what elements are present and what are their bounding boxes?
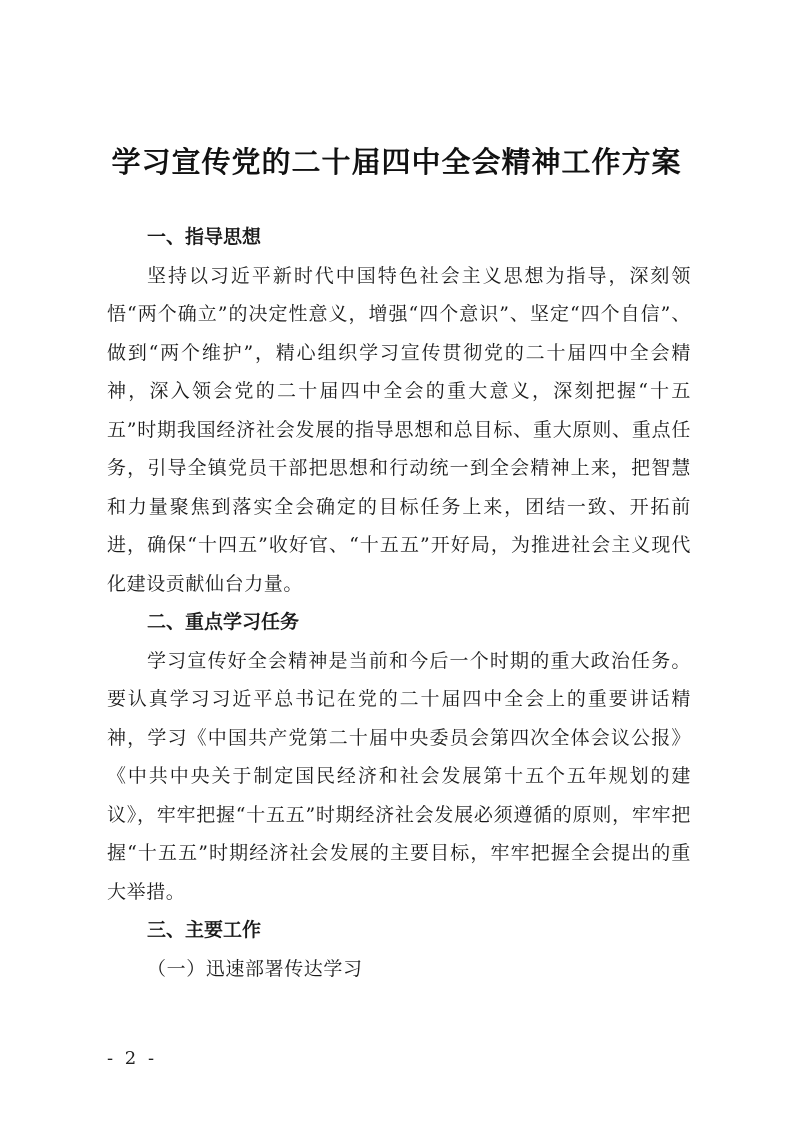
section-paragraph-key-study-tasks: 学习宣传好全会精神是当前和今后一个时期的重大政治任务。要认真学习习近平总书记在党的二十届四中全会上的重要讲话精神，学习《中国共产党第二十届中央委员会第四次全体会议公报》《中共中央关于制定国民经济和社会发展第十五个五年规划的建议》，牢牢把握“十五五”时期经济社会发展必须遵循的原则，牢牢把握“十五五”时期经济社会发展的主要目标，牢牢把握全会提出的重大举措。 xyxy=(107,649,691,903)
section-heading-main-work: 三、主要工作 xyxy=(147,919,262,941)
page-number: - 2 - xyxy=(107,1048,158,1069)
section-heading-key-study-tasks: 二、重点学习任务 xyxy=(147,611,300,633)
document-title: 学习宣传党的二十届四中全会精神工作方案 xyxy=(111,145,682,179)
document-body xyxy=(107,218,691,988)
section-heading-guiding-thought: 一、指导思想 xyxy=(147,226,262,248)
section-paragraph-guiding-thought: 坚持以习近平新时代中国特色社会主义思想为指导，深刻领悟“两个确立”的决定性意义，增强“四个意识”、坚定“四个自信”、做到“两个维护”，精心组织学习宣传贯彻党的二十届四中全会精神，深入领会党的二十届四中全会的重大意义，深刻把握“十五五”时期我国经济社会发展的指导思想和总目标、重大原则、重点任务，引导全镇党员干部把思想和行动统一到全会精神上来，把智慧和力量聚焦到落实全会确定的目标任务上来，团结一致、开拓前进，确保“十四五”收好官、“十五五”开好局，为推进社会主义现代化建设贡献仙台力量。 xyxy=(107,264,691,595)
sub-heading-deploy-study: （一）迅速部署传达学习 xyxy=(147,957,363,980)
